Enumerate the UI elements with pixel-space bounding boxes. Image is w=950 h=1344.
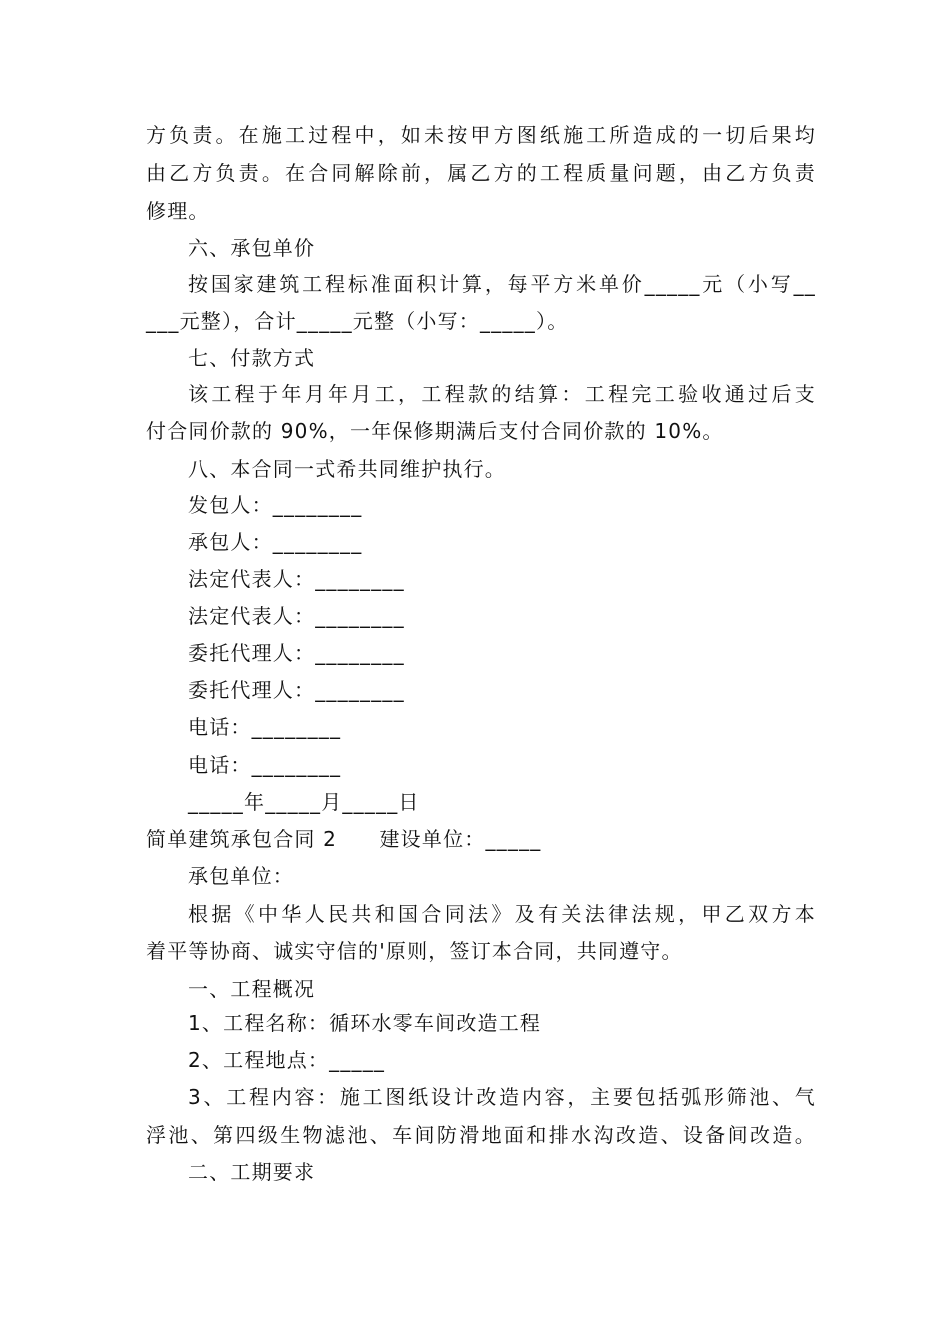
section-heading: 八、本合同一式希共同维护执行。 <box>188 457 506 481</box>
paragraph-line: 3、工程内容：施工图纸设计改造内容，主要包括弧形筛池、气 <box>188 1085 816 1109</box>
paragraph-line: 付合同价款的 90%，一年保修期满后支付合同价款的 10%。 <box>146 419 724 443</box>
contract-title-line: 简单建筑承包合同 2 建设单位：_____ <box>146 827 542 851</box>
paragraph-line: 由乙方负责。在合同解除前，属乙方的工程质量问题，由乙方负责 <box>146 161 816 185</box>
section-heading: 二、工期要求 <box>188 1160 316 1184</box>
paragraph-line: 该工程于年月年月工，工程款的结算：工程完工验收通过后支 <box>188 382 816 406</box>
signature-field: 法定代表人：________ <box>188 604 405 628</box>
paragraph-line: 方负责。在施工过程中，如未按甲方图纸施工所造成的一切后果均 <box>146 123 816 147</box>
signature-field: 发包人：________ <box>188 493 363 517</box>
section-heading: 一、工程概况 <box>188 977 316 1001</box>
signature-field: 承包人：________ <box>188 530 363 554</box>
section-heading: 六、承包单价 <box>188 236 316 260</box>
paragraph-line: 承包单位： <box>188 864 294 888</box>
signature-field: 委托代理人：________ <box>188 641 405 665</box>
paragraph-line: ___元整），合计_____元整（小写：_____）。 <box>146 309 569 333</box>
signature-field: 电话：________ <box>188 715 342 739</box>
paragraph-line: 浮池、第四级生物滤池、车间防滑地面和排水沟改造、设备间改造。 <box>146 1123 816 1147</box>
date-field: _____年_____月_____日 <box>188 790 420 814</box>
paragraph-line: 根据《中华人民共和国合同法》及有关法律法规，甲乙双方本 <box>188 902 816 926</box>
paragraph-line: 着平等协商、诚实守信的'原则，签订本合同，共同遵守。 <box>146 939 683 963</box>
section-heading: 七、付款方式 <box>188 346 316 370</box>
paragraph-line: 1、工程名称：循环水零车间改造工程 <box>188 1011 542 1035</box>
signature-field: 电话：________ <box>188 753 342 777</box>
signature-field: 法定代表人：________ <box>188 567 405 591</box>
signature-field: 委托代理人：________ <box>188 678 405 702</box>
paragraph-line: 2、工程地点：_____ <box>188 1048 386 1072</box>
paragraph-line: 按国家建筑工程标准面积计算，每平方米单价_____元（小写__ <box>188 272 816 296</box>
paragraph-line: 修理。 <box>146 199 210 223</box>
